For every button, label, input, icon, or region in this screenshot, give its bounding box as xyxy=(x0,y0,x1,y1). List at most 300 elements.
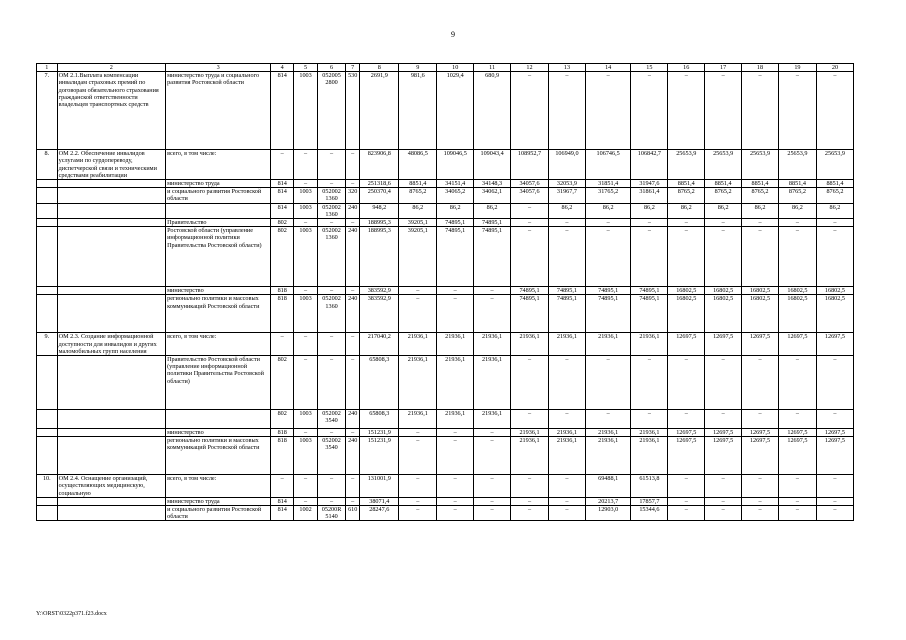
table-cell: 12697,5 xyxy=(668,429,705,437)
table-cell: 106746,5 xyxy=(585,150,631,180)
table-cell: 320 xyxy=(346,188,360,203)
table-cell: 25653,9 xyxy=(742,150,779,180)
table-cell: 16802,5 xyxy=(778,287,816,295)
table-cell: 12697,5 xyxy=(705,437,742,475)
table-cell: 1003 xyxy=(294,188,318,203)
table-cell: 240 xyxy=(346,410,360,429)
table-cell xyxy=(57,497,165,505)
table-cell: 21936,1 xyxy=(474,410,511,429)
table-cell xyxy=(37,180,58,188)
table-cell: 21936,1 xyxy=(511,437,549,475)
table-cell: 052002 1360 xyxy=(317,203,345,218)
table-cell: 240 xyxy=(346,227,360,287)
table-cell: 16802,5 xyxy=(742,287,779,295)
table-cell: 34062,1 xyxy=(474,188,511,203)
table-cell: 151231,9 xyxy=(360,429,399,437)
table-cell: 383592,9 xyxy=(360,295,399,333)
table-cell: 74895,1 xyxy=(511,287,549,295)
table-cell: 8. xyxy=(37,150,58,180)
table-cell: 16802,5 xyxy=(705,287,742,295)
column-number: 7 xyxy=(346,64,360,72)
table-row xyxy=(37,506,854,521)
column-number: 19 xyxy=(778,64,816,72)
table-cell: 802 xyxy=(271,227,294,287)
table-cell: – xyxy=(668,219,705,227)
table-cell: – xyxy=(742,497,779,505)
table-cell: – xyxy=(399,295,437,333)
table-cell: министерство xyxy=(166,287,271,295)
table-cell: ОМ 2.4. Оснащение организаций, осуществляющих медицинскую, социальную xyxy=(57,475,165,498)
table-cell: 109046,5 xyxy=(437,150,474,180)
table-cell: 814 xyxy=(271,497,294,505)
table-row xyxy=(37,287,854,295)
column-number: 12 xyxy=(511,64,549,72)
table-cell: 109043,4 xyxy=(474,150,511,180)
table-cell: – xyxy=(317,150,345,180)
table-cell: – xyxy=(399,497,437,505)
table-cell: 8851,4 xyxy=(399,180,437,188)
column-number: 6 xyxy=(317,64,345,72)
table-cell: 610 xyxy=(346,506,360,521)
table-cell: 25653,9 xyxy=(778,150,816,180)
table-cell: – xyxy=(294,429,318,437)
table-cell: 250370,4 xyxy=(360,188,399,203)
table-cell: министерство труда и социального развития Ростовской области xyxy=(166,72,271,150)
table-cell: – xyxy=(317,497,345,505)
table-row xyxy=(37,219,854,227)
table-cell: 21936,1 xyxy=(631,429,668,437)
table-cell: 16802,5 xyxy=(705,295,742,333)
table-cell: – xyxy=(778,227,816,287)
table-cell: – xyxy=(585,356,631,410)
table-cell: – xyxy=(549,227,586,287)
table-cell: 21936,1 xyxy=(549,333,586,356)
table-cell: 74895,1 xyxy=(549,295,586,333)
table-cell: 802 xyxy=(271,219,294,227)
table-cell xyxy=(57,506,165,521)
table-row xyxy=(37,203,854,218)
table-cell: 823906,8 xyxy=(360,150,399,180)
table-cell: ОМ 2.1.Выплата компенсации инвалидам страховых премий по договорам обязательного страхования гражданской ответственности владельцев транспортных средств xyxy=(57,72,165,150)
table-cell: – xyxy=(511,227,549,287)
table-cell: – xyxy=(816,497,853,505)
table-cell: – xyxy=(705,410,742,429)
table-cell: 814 xyxy=(271,188,294,203)
table-cell: 21936,1 xyxy=(437,333,474,356)
table-cell: 530 xyxy=(346,72,360,150)
table-cell xyxy=(57,219,165,227)
table-cell: – xyxy=(631,227,668,287)
table-cell: – xyxy=(816,506,853,521)
table-cell: 188995,3 xyxy=(360,227,399,287)
table-cell: – xyxy=(585,410,631,429)
table-cell xyxy=(37,227,58,287)
table-cell xyxy=(57,227,165,287)
table-cell: 16802,5 xyxy=(816,287,853,295)
table-row xyxy=(37,72,854,150)
table-cell: – xyxy=(668,410,705,429)
table-cell: – xyxy=(271,475,294,498)
table-cell: 16802,5 xyxy=(668,295,705,333)
table-cell: Правительство xyxy=(166,219,271,227)
table-cell: 25653,9 xyxy=(668,150,705,180)
table-cell: 8765,2 xyxy=(778,188,816,203)
table-cell: – xyxy=(668,497,705,505)
table-cell: 34148,3 xyxy=(474,180,511,188)
table-cell: 39205,1 xyxy=(399,219,437,227)
table-cell: 052002 3540 xyxy=(317,437,345,475)
table-cell: 8765,2 xyxy=(742,188,779,203)
table-cell: министерство труда xyxy=(166,180,271,188)
table-cell: – xyxy=(705,72,742,150)
column-number: 3 xyxy=(166,64,271,72)
table-cell xyxy=(57,429,165,437)
table-cell: 21936,1 xyxy=(437,410,474,429)
table-cell: 16802,5 xyxy=(742,295,779,333)
table-cell: – xyxy=(474,506,511,521)
table-cell: 61513,8 xyxy=(631,475,668,498)
table-cell xyxy=(57,437,165,475)
table-cell xyxy=(166,203,271,218)
table-cell: – xyxy=(778,475,816,498)
table-cell: 12697,5 xyxy=(668,437,705,475)
table-cell: – xyxy=(742,410,779,429)
table-cell: 34057,6 xyxy=(511,180,549,188)
table-row xyxy=(37,410,854,429)
table-cell: 7. xyxy=(37,72,58,150)
table-cell: 802 xyxy=(271,410,294,429)
table-cell: 8851,4 xyxy=(742,180,779,188)
table-cell: 74895,1 xyxy=(474,219,511,227)
table-cell: 814 xyxy=(271,203,294,218)
table-cell: 818 xyxy=(271,437,294,475)
table-cell: 86,2 xyxy=(399,203,437,218)
table-cell: – xyxy=(474,287,511,295)
table-cell: – xyxy=(742,475,779,498)
header-row xyxy=(37,64,854,72)
table-cell: 21936,1 xyxy=(631,333,668,356)
table-cell: – xyxy=(742,356,779,410)
table-cell: – xyxy=(511,219,549,227)
table-cell xyxy=(57,356,165,410)
table-cell: 8851,4 xyxy=(778,180,816,188)
table-cell: – xyxy=(437,506,474,521)
page-number: 9 xyxy=(451,30,455,39)
table-cell: 8765,2 xyxy=(816,188,853,203)
table-cell: 818 xyxy=(271,295,294,333)
table-cell: – xyxy=(437,475,474,498)
table-cell: – xyxy=(437,295,474,333)
table-cell: – xyxy=(346,356,360,410)
table-cell: – xyxy=(816,72,853,150)
table-cell: всего, в том числе: xyxy=(166,150,271,180)
table-cell: всего, в том числе: xyxy=(166,475,271,498)
table-cell: – xyxy=(668,475,705,498)
column-number: 2 xyxy=(57,64,165,72)
table-cell: 21936,1 xyxy=(511,429,549,437)
table-cell: 052005 2800 xyxy=(317,72,345,150)
table-cell: 74895,1 xyxy=(585,295,631,333)
table-cell: 31861,4 xyxy=(631,188,668,203)
table-cell: 21936,1 xyxy=(437,356,474,410)
table-cell: 69488,1 xyxy=(585,475,631,498)
table-cell: регионально политики и массовых коммуникаций Ростовской области xyxy=(166,437,271,475)
column-number: 9 xyxy=(399,64,437,72)
column-number: 11 xyxy=(474,64,511,72)
table-cell: 86,2 xyxy=(585,203,631,218)
table-row xyxy=(37,295,854,333)
table-cell: 05200R 5140 xyxy=(317,506,345,521)
table-cell: 108952,7 xyxy=(511,150,549,180)
table-cell: – xyxy=(549,72,586,150)
table-cell: – xyxy=(816,227,853,287)
table-cell: – xyxy=(474,429,511,437)
table-cell: – xyxy=(585,227,631,287)
table-cell: – xyxy=(317,219,345,227)
table-cell: 21936,1 xyxy=(474,356,511,410)
table-cell: – xyxy=(668,506,705,521)
table-cell: – xyxy=(317,475,345,498)
table-cell xyxy=(37,437,58,475)
table-cell: 16802,5 xyxy=(816,295,853,333)
table-cell: – xyxy=(294,219,318,227)
column-number: 14 xyxy=(585,64,631,72)
table-cell: – xyxy=(549,410,586,429)
table-cell: 31765,2 xyxy=(585,188,631,203)
table-cell: 74895,1 xyxy=(631,287,668,295)
table-cell: 25653,9 xyxy=(705,150,742,180)
table-cell: 48086,5 xyxy=(399,150,437,180)
table-cell: – xyxy=(705,506,742,521)
table-cell: 21936,1 xyxy=(631,437,668,475)
table-cell xyxy=(37,497,58,505)
table-cell: всего, в том числе: xyxy=(166,333,271,356)
table-cell: – xyxy=(511,410,549,429)
table-cell: – xyxy=(816,219,853,227)
table-cell: 131001,9 xyxy=(360,475,399,498)
table-cell: – xyxy=(294,475,318,498)
column-number: 18 xyxy=(742,64,779,72)
table-cell: – xyxy=(816,475,853,498)
table-cell: – xyxy=(294,287,318,295)
table-cell xyxy=(57,295,165,333)
table-cell: 74895,1 xyxy=(437,227,474,287)
table-cell: – xyxy=(778,410,816,429)
table-row xyxy=(37,497,854,505)
table-cell: 39205,1 xyxy=(399,227,437,287)
table-cell: – xyxy=(346,287,360,295)
table-cell: – xyxy=(705,475,742,498)
table-cell: 16802,5 xyxy=(778,295,816,333)
table-cell: 34065,2 xyxy=(437,188,474,203)
table-row xyxy=(37,333,854,356)
table-cell: 86,2 xyxy=(705,203,742,218)
table-cell: Ростовской области (управление информационной политики Правительства Ростовской области) xyxy=(166,227,271,287)
table-cell: 28247,6 xyxy=(360,506,399,521)
table-cell: 802 xyxy=(271,356,294,410)
table-cell: – xyxy=(668,356,705,410)
table-cell: – xyxy=(705,497,742,505)
table-cell xyxy=(37,188,58,203)
column-number: 1 xyxy=(37,64,58,72)
table-cell: 65808,3 xyxy=(360,410,399,429)
table-cell: ОМ 2.3. Создание информационной доступности для инвалидов и других маломобильных групп населения xyxy=(57,333,165,356)
table-cell: 74895,1 xyxy=(437,219,474,227)
table-cell: – xyxy=(346,475,360,498)
column-number: 8 xyxy=(360,64,399,72)
table-cell: 74895,1 xyxy=(511,295,549,333)
table-cell: – xyxy=(511,203,549,218)
budget-table xyxy=(36,63,854,521)
table-cell: 9. xyxy=(37,333,58,356)
table-cell: 052002 1360 xyxy=(317,295,345,333)
table-cell: 12697,5 xyxy=(742,437,779,475)
table-row xyxy=(37,475,854,498)
table-cell: 12697,5 xyxy=(816,429,853,437)
table-row xyxy=(37,180,854,188)
table-cell: – xyxy=(511,506,549,521)
table-cell xyxy=(166,410,271,429)
table-cell: – xyxy=(346,429,360,437)
table-cell: – xyxy=(399,506,437,521)
table-cell xyxy=(57,180,165,188)
table-cell: – xyxy=(511,72,549,150)
table-cell: 12697,5 xyxy=(705,429,742,437)
table-cell: – xyxy=(668,227,705,287)
table-cell: 74895,1 xyxy=(631,295,668,333)
table-cell: – xyxy=(317,429,345,437)
table-cell: – xyxy=(346,180,360,188)
table-cell: 251318,6 xyxy=(360,180,399,188)
table-cell: 86,2 xyxy=(668,203,705,218)
table-cell: – xyxy=(317,180,345,188)
table-cell: 12697,5 xyxy=(816,437,853,475)
table-cell: – xyxy=(294,333,318,356)
table-cell: 21936,1 xyxy=(585,429,631,437)
column-number: 15 xyxy=(631,64,668,72)
table-cell: 21936,1 xyxy=(549,437,586,475)
table-cell xyxy=(37,295,58,333)
table-cell: 240 xyxy=(346,203,360,218)
table-cell: – xyxy=(474,475,511,498)
column-number: 16 xyxy=(668,64,705,72)
table-cell: 8851,4 xyxy=(816,180,853,188)
table-cell: 383592,9 xyxy=(360,287,399,295)
table-row xyxy=(37,437,854,475)
table-cell: 25653,9 xyxy=(816,150,853,180)
table-cell: – xyxy=(399,437,437,475)
table-cell: 106842,7 xyxy=(631,150,668,180)
table-cell: – xyxy=(317,287,345,295)
table-cell: – xyxy=(705,356,742,410)
table-cell: 21936,1 xyxy=(585,333,631,356)
table-cell: 151231,9 xyxy=(360,437,399,475)
table-cell: Правительство Ростовской области (управление информационной политики Правительства Ростовской области) xyxy=(166,356,271,410)
table-cell: – xyxy=(346,219,360,227)
table-cell: 86,2 xyxy=(549,203,586,218)
table-cell: 106949,0 xyxy=(549,150,586,180)
table-cell: – xyxy=(474,295,511,333)
table-cell: 31851,4 xyxy=(585,180,631,188)
table-cell: – xyxy=(437,429,474,437)
table-cell: – xyxy=(294,356,318,410)
table-cell: 188995,3 xyxy=(360,219,399,227)
table-cell: 981,6 xyxy=(399,72,437,150)
table-cell: 65808,3 xyxy=(360,356,399,410)
column-number: 10 xyxy=(437,64,474,72)
table-cell: 20213,7 xyxy=(585,497,631,505)
table-cell: – xyxy=(742,227,779,287)
table-cell: министерство труда xyxy=(166,497,271,505)
table-cell: 21936,1 xyxy=(399,356,437,410)
table-cell: 12697,5 xyxy=(778,333,816,356)
table-cell: – xyxy=(778,497,816,505)
table-cell: 217040,2 xyxy=(360,333,399,356)
table-cell: – xyxy=(346,497,360,505)
table-cell: 8765,2 xyxy=(705,188,742,203)
table-row xyxy=(37,356,854,410)
table-cell xyxy=(37,203,58,218)
table-cell: – xyxy=(549,219,586,227)
column-number: 20 xyxy=(816,64,853,72)
table-row xyxy=(37,227,854,287)
table-row xyxy=(37,429,854,437)
table-cell: – xyxy=(346,333,360,356)
table-cell: 12697,5 xyxy=(778,429,816,437)
table-cell xyxy=(37,429,58,437)
table-cell xyxy=(57,203,165,218)
table-cell: 86,2 xyxy=(437,203,474,218)
table-cell: – xyxy=(816,356,853,410)
table-cell: – xyxy=(271,150,294,180)
table-cell: – xyxy=(705,227,742,287)
table-cell: – xyxy=(399,429,437,437)
table-cell: 1003 xyxy=(294,72,318,150)
table-cell: 240 xyxy=(346,295,360,333)
table-cell: – xyxy=(631,410,668,429)
table-cell: 8765,2 xyxy=(668,188,705,203)
table-cell: – xyxy=(549,475,586,498)
table-cell: 31947,6 xyxy=(631,180,668,188)
table-cell: – xyxy=(511,475,549,498)
table-cell: – xyxy=(778,72,816,150)
table-row xyxy=(37,150,854,180)
table-cell: – xyxy=(437,287,474,295)
table-cell xyxy=(37,410,58,429)
table-cell: 86,2 xyxy=(778,203,816,218)
table-cell: – xyxy=(511,497,549,505)
table-cell: 1003 xyxy=(294,410,318,429)
table-cell: 21936,1 xyxy=(474,333,511,356)
table-cell: – xyxy=(742,506,779,521)
table-cell: 814 xyxy=(271,506,294,521)
table-cell: ОМ 2.2. Обеспечение инвалидов услугами по сурдопереводу, диспетчерской связи и техническими средствами реабилитации xyxy=(57,150,165,180)
table-cell: министерство xyxy=(166,429,271,437)
table-cell: 10. xyxy=(37,475,58,498)
table-cell: 680,9 xyxy=(474,72,511,150)
column-number: 17 xyxy=(705,64,742,72)
table-cell: 12697,5 xyxy=(742,333,779,356)
table-cell: – xyxy=(317,333,345,356)
table-cell: 32053,9 xyxy=(549,180,586,188)
table-cell xyxy=(57,188,165,203)
table-cell: 052002 1360 xyxy=(317,227,345,287)
table-cell: – xyxy=(585,219,631,227)
table-cell: 21936,1 xyxy=(399,333,437,356)
table-cell: 814 xyxy=(271,72,294,150)
column-number: 5 xyxy=(294,64,318,72)
table-cell: 21936,1 xyxy=(399,410,437,429)
